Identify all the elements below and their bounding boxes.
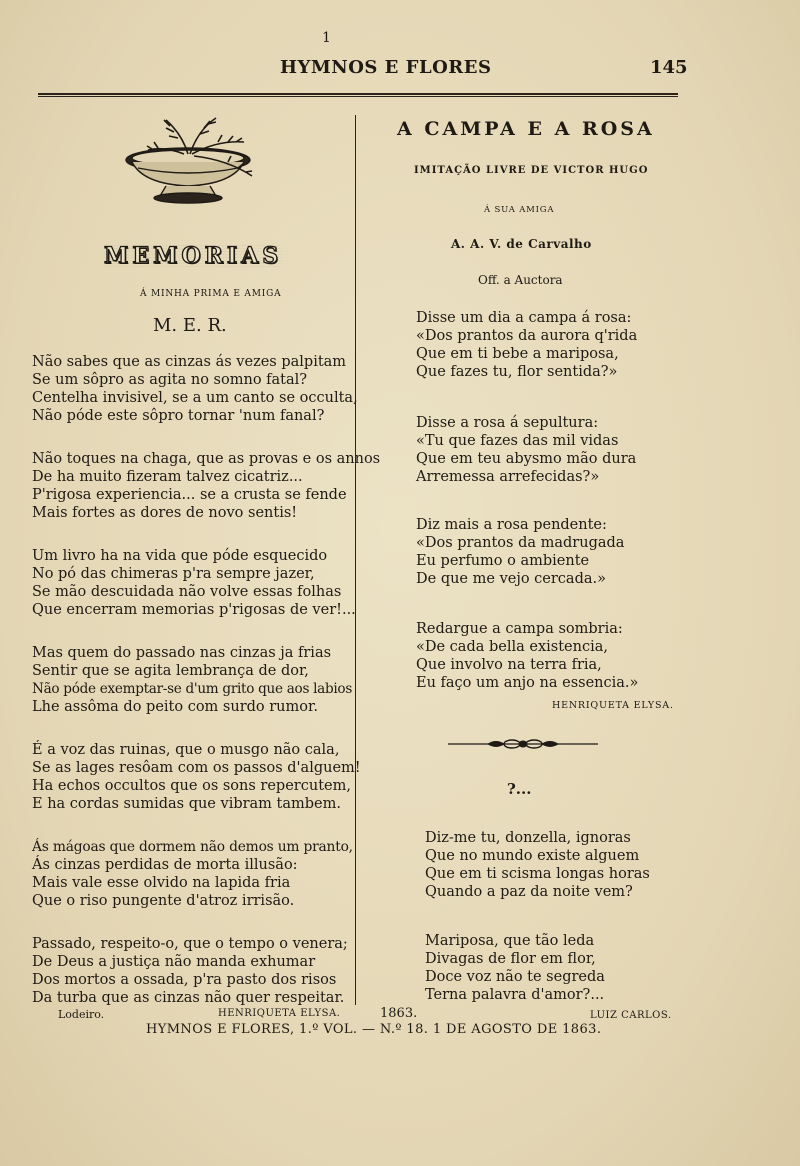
- verse-line: De que me vejo cercada.»: [416, 571, 606, 587]
- verse-line: «De cada bella existencia,: [416, 639, 608, 655]
- verse-line: Não póde este sôpro tornar 'num fanal?: [32, 408, 325, 424]
- verse-line: Se as lages resôam com os passos d'alguem!: [32, 760, 361, 776]
- verse-line: Disse um dia a campa á rosa:: [416, 310, 632, 326]
- verse-line: Que em ti bebe a mariposa,: [416, 346, 619, 362]
- dedicatee-name: A. A. V. de Carvalho: [451, 237, 592, 251]
- verse-line: Mais fortes as dores de novo sentis!: [32, 505, 298, 521]
- stanza: [32, 644, 352, 716]
- verse-line: «Dos prantos da madrugada: [416, 535, 625, 551]
- dedication: Á SUA AMIGA: [484, 205, 555, 215]
- verse-line: Diz mais a rosa pendente:: [416, 517, 607, 533]
- poem-title-campa-rosa: A CAMPA E A ROSA: [397, 118, 655, 140]
- stanza: [32, 353, 358, 425]
- verse-line: P'rigosa experiencia... se a crusta se fende: [32, 487, 347, 503]
- verse-line: Diz-me tu, donzella, ignoras: [425, 830, 631, 846]
- verse-line: Que encerram memorias p'rigosas de ver!...: [32, 602, 356, 618]
- verse-line: Lhe assôma do peito com surdo rumor.: [32, 699, 318, 715]
- verse-line: Divagas de flor em flor,: [425, 951, 596, 967]
- offered-by: Off. a Auctora: [478, 273, 563, 287]
- verse-line: Que no mundo existe alguem: [425, 848, 640, 864]
- stanza: [416, 620, 638, 692]
- stanza: [32, 935, 348, 1007]
- scroll-ornament-icon: [448, 736, 598, 752]
- verse-line: Mariposa, que tão leda: [425, 933, 595, 949]
- verse-line: Que o riso pungente d'atroz irrisão.: [32, 893, 295, 909]
- verse-line: Ás mágoas que dormem não demos um pranto,: [32, 839, 353, 855]
- verse-line: De ha muito fizeram talvez cicatriz...: [32, 469, 303, 485]
- verse-line: Se mão descuidada não volve essas folhas: [32, 584, 342, 600]
- stanza: [425, 932, 605, 1004]
- verse-line: E ha cordas sumidas que vibram tambem.: [32, 796, 341, 812]
- verse-line: Centelha invisivel, se a um canto se occulta,: [32, 390, 358, 406]
- verse-line: «Dos prantos da aurora q'rida: [416, 328, 638, 344]
- signature-place: Lodeiro.: [58, 1008, 105, 1021]
- footer-year: 1863.: [380, 1006, 418, 1021]
- poem-title-memorias: MEMORIAS: [104, 243, 283, 269]
- verse-line: Não toques na chaga, que as provas e os annos: [32, 451, 381, 467]
- verse-line: Ha echos occultos que os sons repercutem,: [32, 778, 351, 794]
- verse-line: Quando a paz da noite vem?: [425, 884, 633, 900]
- verse-line: Um livro ha na vida que póde esquecido: [32, 548, 328, 564]
- stanza: [425, 829, 650, 901]
- verse-line: Se um sôpro as agita no somno fatal?: [32, 372, 308, 388]
- verse-line: Passado, respeito-o, que o tempo o venera;: [32, 936, 348, 952]
- issue-footer: HYMNOS E FLORES, 1.º VOL. — N.º 18. 1 DE AGOSTO DE 1863.: [146, 1022, 602, 1037]
- header-title: HYMNOS E FLORES: [280, 57, 492, 78]
- verse-line: Que em ti scisma longas horas: [425, 866, 650, 882]
- verse-line: Redargue a campa sombria:: [416, 621, 623, 637]
- dedicatee-initials: M. E. R.: [153, 315, 227, 336]
- verse-line: Arremessa arrefecidas?»: [416, 469, 600, 485]
- stanza: [32, 547, 356, 619]
- dedication: Á MINHA PRIMA E AMIGA: [140, 289, 282, 299]
- page-number: 145: [650, 57, 688, 78]
- poem-subtitle: IMITAÇÃO LIVRE DE VICTOR HUGO: [414, 165, 649, 176]
- verse-line: Disse a rosa á sepultura:: [416, 415, 599, 431]
- verse-line: Mais vale esse olvido na lapida fria: [32, 875, 291, 891]
- signature-author: HENRIQUETA ELYSA.: [552, 700, 674, 711]
- verse-line: «Tu que fazes das mil vidas: [416, 433, 619, 449]
- verse-line: Mas quem do passado nas cinzas ja frias: [32, 645, 332, 661]
- verse-line: Terna palavra d'amor?...: [425, 987, 605, 1003]
- verse-line: Dos mortos a ossada, p'ra pasto dos risos: [32, 972, 337, 988]
- stanza: [32, 838, 353, 910]
- signature-author: HENRIQUETA ELYSA.: [218, 1008, 341, 1019]
- stanza: [32, 450, 380, 522]
- poem-title-question: ?...: [507, 780, 532, 798]
- plant-bowl-icon: [118, 112, 268, 212]
- verse-line: Que involvo na terra fria,: [416, 657, 602, 673]
- verse-line: Que em teu abysmo mão dura: [416, 451, 637, 467]
- verse-line: Da turba que as cinzas não quer respeitar.: [32, 990, 345, 1006]
- verse-line: Doce voz não te segreda: [425, 969, 605, 985]
- verse-line: Não sabes que as cinzas ás vezes palpitam: [32, 354, 347, 370]
- stanza: [416, 309, 637, 381]
- verse-line: Eu faço um anjo na essencia.»: [416, 675, 639, 691]
- verse-line: Que fazes tu, flor sentida?»: [416, 364, 618, 380]
- stanza: [32, 741, 361, 813]
- verse-line: No pó das chimeras p'ra sempre jazer,: [32, 566, 315, 582]
- verse-line: Não póde exemptar-se d'um grito que aos labios: [32, 681, 352, 697]
- verse-line: Ás cinzas perdidas de morta illusão:: [32, 857, 298, 873]
- header-rule: [38, 93, 678, 97]
- verse-line: Eu perfumo o ambiente: [416, 553, 590, 569]
- signature-author: LUIZ CARLOS.: [590, 1010, 672, 1021]
- verse-line: Sentir que se agita lembrança de dor,: [32, 663, 309, 679]
- stanza: [416, 414, 636, 486]
- verse-line: De Deus a justiça não manda exhumar: [32, 954, 316, 970]
- stanza: [416, 516, 624, 588]
- verse-line: É a voz das ruinas, que o musgo não cala,: [32, 742, 340, 758]
- header-mark: 1: [322, 30, 331, 46]
